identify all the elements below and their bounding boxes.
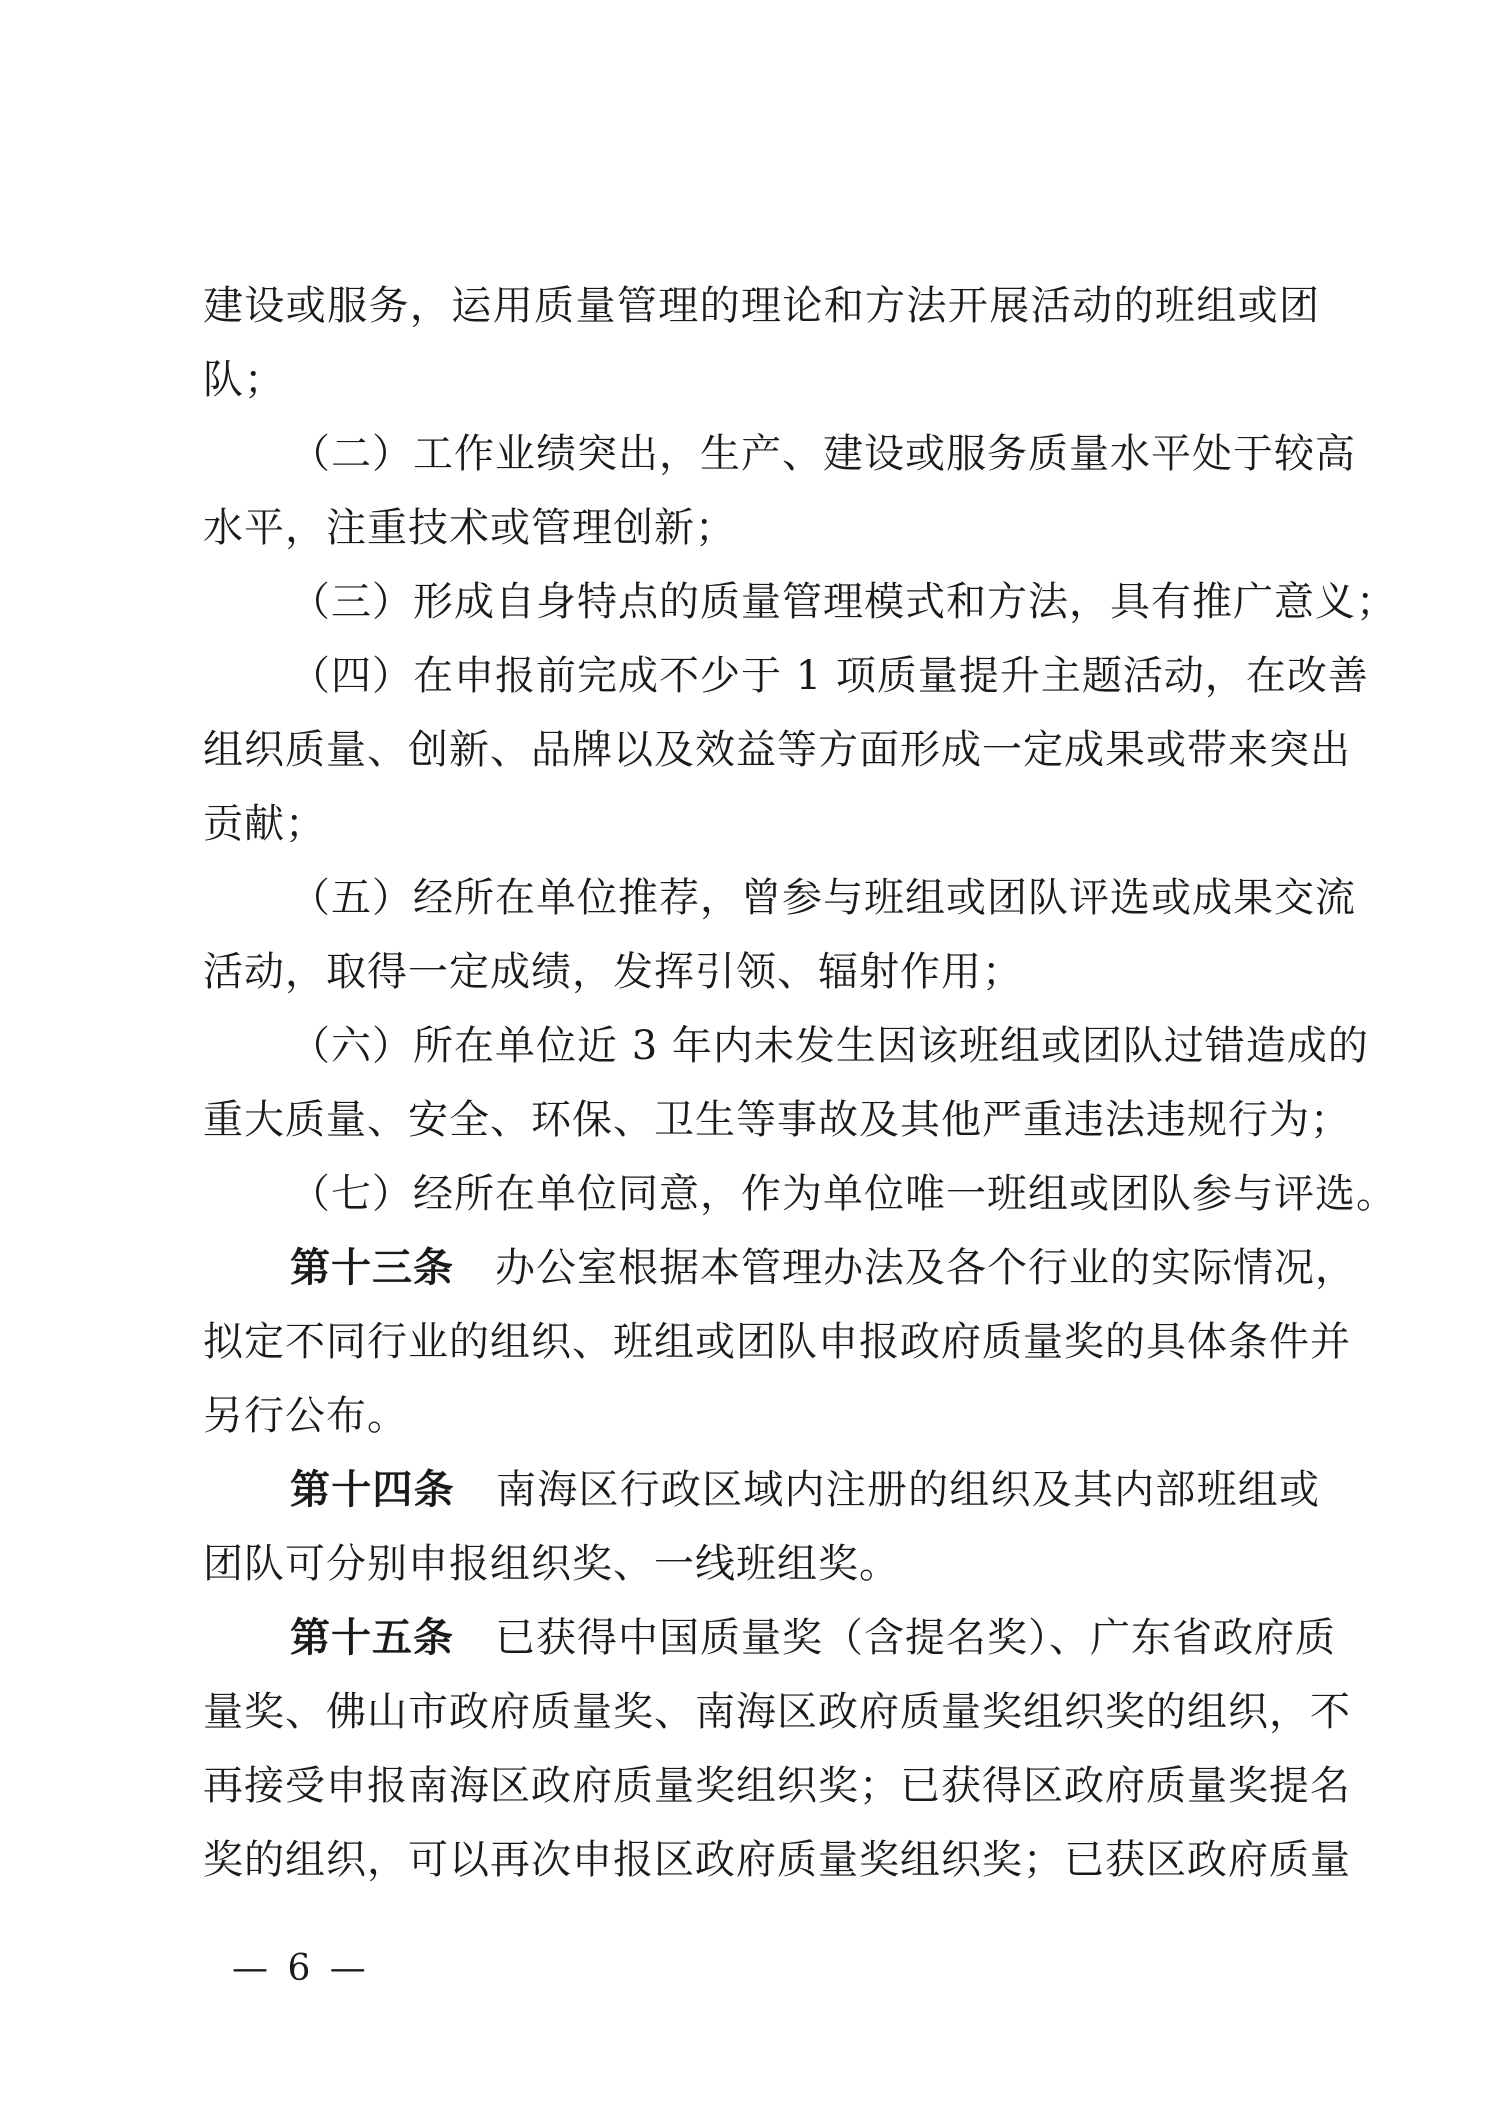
list-item-6: （六）所在单位近 3 年内未发生因该班组或团队过错造成的 (290, 1023, 1369, 1069)
list-item-3: （三）形成自身特点的质量管理模式和方法，具有推广意义； (290, 579, 1397, 625)
text-line: 奖的组织，可以再次申报区政府质量奖组织奖；已获区政府质量 (203, 1837, 1351, 1883)
article-15: 第十五条 已获得中国质量奖（含提名奖）、广东省政府质 (290, 1615, 1336, 1661)
text-line: 建设或服务，运用质量管理的理论和方法开展活动的班组或团 (203, 283, 1320, 329)
text-line: 活动，取得一定成绩，发挥引领、辐射作用； (203, 949, 1023, 995)
text-line: 水平，注重技术或管理创新； (203, 505, 736, 551)
article-heading: 第十四条 (290, 1467, 455, 1513)
article-13: 第十三条 办公室根据本管理办法及各个行业的实际情况， (290, 1245, 1356, 1291)
text-line: 量奖、佛山市政府质量奖、南海区政府质量奖组织奖的组织，不 (203, 1689, 1351, 1735)
text-line: 队； (203, 357, 285, 403)
text-line: 另行公布。 (203, 1393, 408, 1439)
list-item-2: （二）工作业绩突出，生产、建设或服务质量水平处于较高 (290, 431, 1356, 477)
list-item-5: （五）经所在单位推荐，曾参与班组或团队评选或成果交流 (290, 875, 1356, 921)
article-14: 第十四条 南海区行政区域内注册的组织及其内部班组或 (290, 1467, 1321, 1513)
text-line: 再接受申报南海区政府质量奖组织奖；已获得区政府质量奖提名 (203, 1763, 1351, 1809)
text-line: 团队可分别申报组织奖、一线班组奖。 (203, 1541, 900, 1587)
list-item-4: （四）在申报前完成不少于 1 项质量提升主题活动，在改善 (290, 653, 1369, 699)
article-heading: 第十三条 (290, 1245, 454, 1291)
text-line: 重大质量、安全、环保、卫生等事故及其他严重违法违规行为； (203, 1097, 1351, 1143)
text-line: 组织质量、创新、品牌以及效益等方面形成一定成果或带来突出 (203, 727, 1351, 773)
list-item-7: （七）经所在单位同意，作为单位唯一班组或团队参与评选。 (290, 1171, 1397, 1217)
text-line: 拟定不同行业的组织、班组或团队申报政府质量奖的具体条件并 (203, 1319, 1351, 1365)
page-number: — 6 — (232, 1948, 370, 1989)
article-heading: 第十五条 (290, 1615, 454, 1661)
text-line: 贡献； (203, 801, 326, 847)
